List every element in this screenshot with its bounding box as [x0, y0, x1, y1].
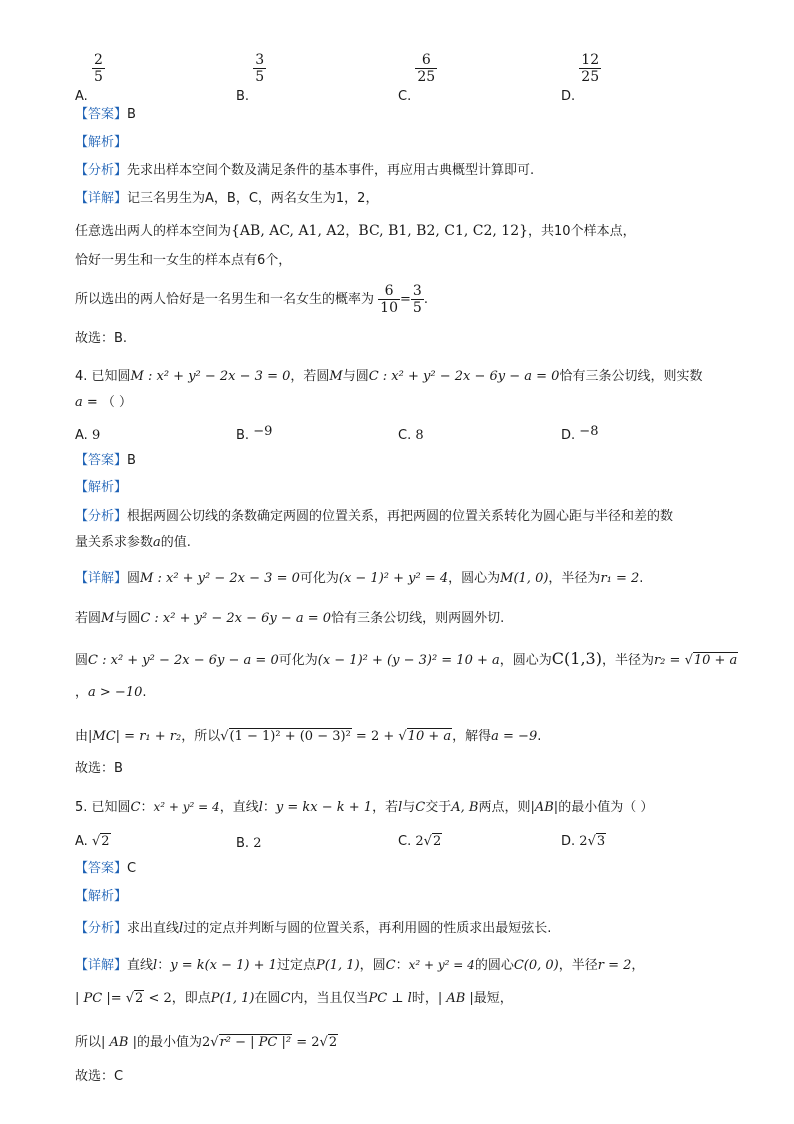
q3-choose: 故选：B.	[75, 331, 128, 346]
q5-xj-line2: | PC |= √2 < 2，即点P(1, 1)在圆C内，当且仅当PC ⊥ l时，| AB |最短，	[75, 991, 513, 1006]
q5-option-d: D. 2√3	[561, 834, 606, 849]
q4-xj-line5: 由|MC| = r₁ + r₂，所以√(1 − 1)² + (0 − 3)² = 2 + √10 + a，解得a = −9.	[75, 729, 542, 744]
fraction: $\frac{3}{5}$	[255, 52, 265, 85]
sqrt: √r² − | PC |²	[210, 1035, 292, 1050]
q4-xj-line2: 若圆M与圆C : x² + y² − 2x − 6y − a = 0恰有三条公切线，则两圆外切.	[75, 611, 505, 626]
q5-option-c: C. 2√2	[398, 834, 442, 849]
q4-analysis-tag: 【解析】	[75, 480, 128, 495]
q4-option-d: D. −8	[561, 424, 599, 443]
fraction: $\frac{3}{5}$	[412, 283, 422, 316]
sqrt: √3	[587, 834, 606, 849]
q4-stem-cont: a = （ ）	[75, 395, 133, 410]
q3-option-b: B. $\frac{3}{5}$	[236, 52, 265, 104]
q3-xiangjie: 【详解】记三名男生为A，B，C，两名女生为1，2，	[75, 191, 379, 206]
q5-xj-line3: 所以| AB |的最小值为2√r² − | PC |² = 2√2	[75, 1035, 338, 1050]
q4-option-a: A. 9	[75, 428, 101, 443]
q5-answer: 【答案】C	[75, 861, 137, 876]
q4-xj-line1: 【详解】圆M : x² + y² − 2x − 3 = 0可化为(x − 1)² + y² = 4，圆心为M(1, 0)，半径为r₁ = 2.	[75, 571, 644, 586]
q4-option-c: C. 8	[398, 428, 424, 443]
q3-option-c: C. $\frac{6}{25}$	[398, 52, 436, 104]
q5-choose: 故选：C	[75, 1069, 124, 1084]
sqrt: √2	[423, 834, 442, 849]
q3-sample-space: 任意选出两人的样本空间为{AB, AC, A1, A2，BC, B1, B2, C1, C2, 12}，共10个样本点，	[75, 223, 636, 239]
q3-fenxi: 【分析】先求出样本空间个数及满足条件的基本事件，再应用古典概型计算即可.	[75, 163, 535, 178]
sqrt: √10 + a	[398, 729, 452, 744]
q4-answer: 【答案】B	[75, 453, 136, 468]
q5-xj-line1: 【详解】直线l：y = k(x − 1) + 1过定点P(1, 1)，圆C：x² + y² = 4的圆心C(0, 0)，半径r = 2，	[75, 958, 645, 973]
q4-xj-line3: 圆C : x² + y² − 2x − 6y − a = 0可化为(x − 1)² + (y − 3)² = 10 + a，圆心为C(1,3)，半径为r₂ = √10 + a	[75, 649, 738, 668]
sqrt: √2	[91, 834, 110, 849]
sqrt: √(1 − 1)² + (0 − 3)²	[220, 729, 351, 744]
q4-xj-line4: ，a > −10.	[75, 685, 147, 700]
q5-stem: 5. 已知圆C：x² + y² = 4，直线l：y = kx − k + 1，若l与C交于A, B两点，则|AB|的最小值为（ ）	[75, 800, 654, 815]
q3-option-d: D. $\frac{12}{25}$	[561, 52, 600, 104]
q5-analysis-tag: 【解析】	[75, 889, 128, 904]
q3-probability: 所以选出的两人恰好是一名男生和一名女生的概率为 $\frac{6}{10}$ = $\frac{3}{5}$ .	[75, 283, 428, 316]
q4-fenxi: 【分析】根据两圆公切线的条数确定两圆的位置关系，再把两圆的位置关系转化为圆心距与半径和差的数	[75, 509, 674, 524]
q3-count: 恰好一男生和一女生的样本点有6个，	[75, 253, 292, 268]
fraction: $\frac{12}{25}$	[581, 52, 600, 85]
q4-stem: 4. 已知圆M : x² + y² − 2x − 3 = 0，若圆M与圆C : x² + y² − 2x − 6y − a = 0恰有三条公切线，则实数	[75, 369, 703, 384]
q4-choose: 故选：B	[75, 761, 123, 776]
sqrt: √2	[319, 1035, 338, 1050]
q5-option-b: B. 2	[236, 836, 262, 851]
q5-fenxi: 【分析】求出直线l过的定点并判断与圆的位置关系，再利用圆的性质求出最短弦长.	[75, 921, 552, 936]
q3-option-a: A. $\frac{2}{5}$	[75, 52, 103, 104]
sqrt: √2	[125, 991, 144, 1006]
sqrt: √10 + a	[684, 653, 738, 668]
q3-analysis-tag: 【解析】	[75, 135, 128, 150]
fraction: $\frac{2}{5}$	[93, 52, 103, 85]
fraction: $\frac{6}{10}$	[380, 283, 398, 316]
q5-option-a: A. √2	[75, 834, 110, 849]
q4-option-b: B. −9	[236, 424, 273, 443]
q4-fenxi-cont: 量关系求参数a的值.	[75, 535, 191, 550]
q3-answer: 【答案】B	[75, 107, 136, 122]
fraction: $\frac{6}{25}$	[417, 52, 436, 85]
